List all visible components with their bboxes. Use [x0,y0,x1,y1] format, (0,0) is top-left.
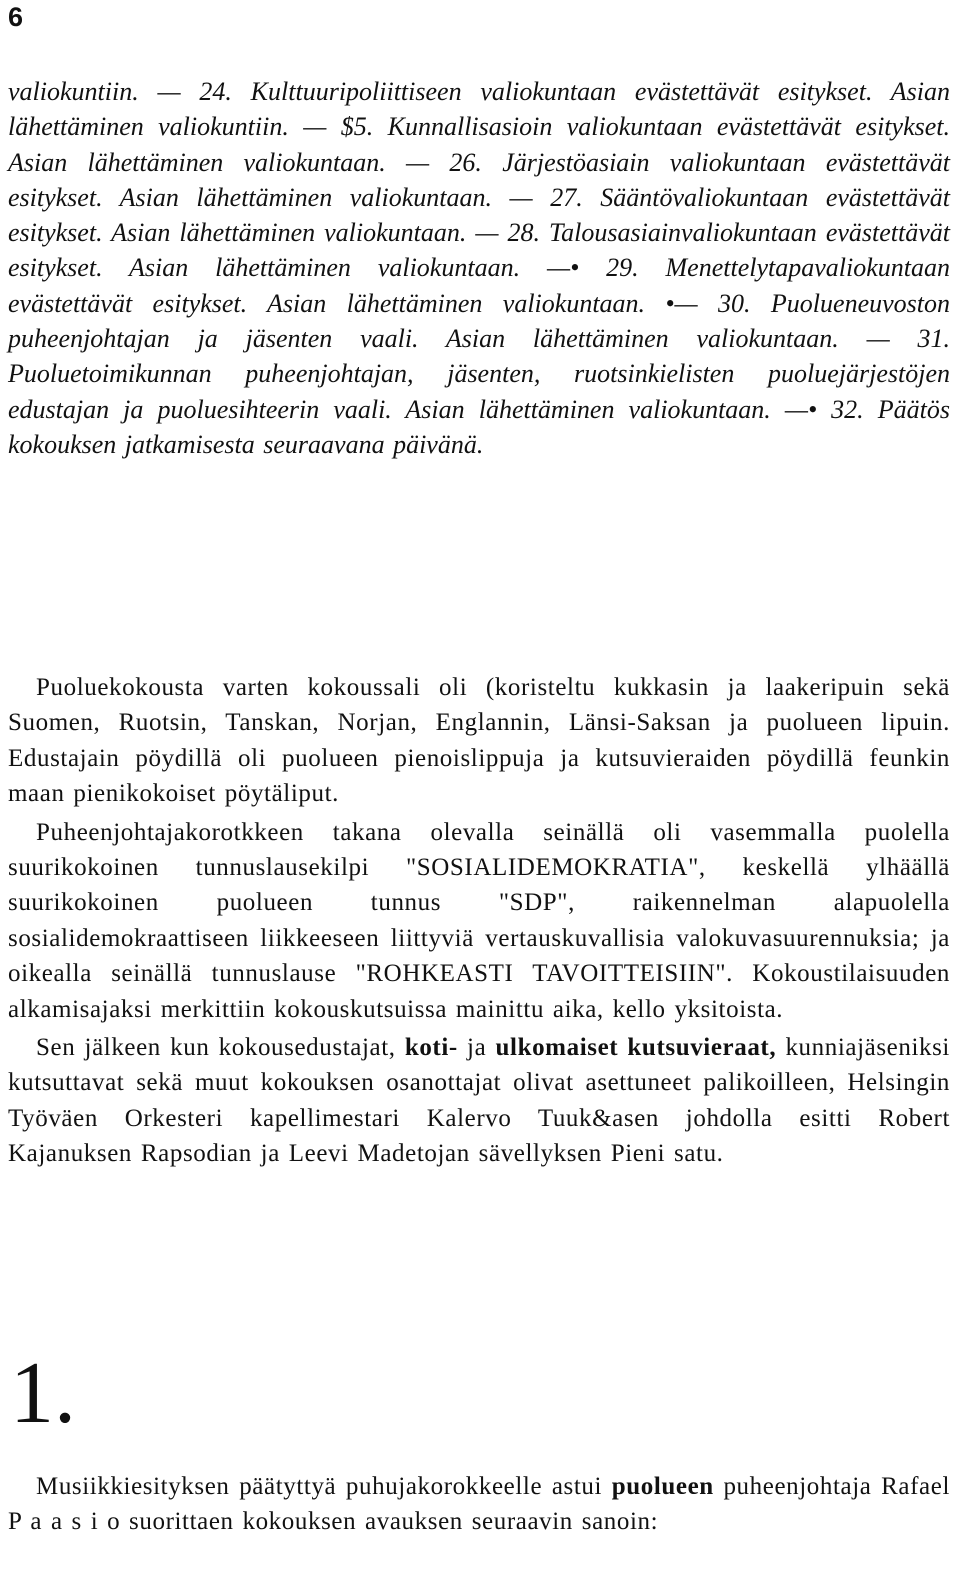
paragraph-music-start: Sen jälkeen kun kokousedustajat, [36,1034,405,1062]
paragraph-music-end: kunniajäseniksi kutsuttavat sekä muut kokouksen osanottajat olivat asettuneet palikoilleen, Helsingin Työväen Orkesteri kapellimestari Kalervo Tuuk&asen johdolla esitti Robert Kajanuksen Rapsodian ja Leevi Madetojan sävellyksen Pieni satu. [8,1034,950,1168]
section-number: 1. [10,1345,76,1442]
closing-block [8,1469,950,1543]
agenda-text: valiokuntiin. — 24. Kulttuuripoliittiseen valiokuntaan evästettävät esitykset. Asian lähettäminen valiokuntiin. — $5. Kunnallisasioin valiokuntaan evästettävät esitykset. Asian lähettäminen valiokuntaan. — 26. Järjestöasiain valiokuntaan evästettävät esitykset. Asian lähettäminen valiokuntaan. — 27. Sääntövaliokuntaan evästettävät esitykset. Asian lähettäminen valiokuntaan. — 28. Talousasiainvaliokuntaan evästettävät esitykset. Asian lähettäminen valiokuntaan. —• 29. Menettelytapavaliokuntaan evästettävät esitykset. Asian lähettäminen valiokuntaan. •— 30. Puolueneuvoston puheenjohtajan ja jäsenten vaali. Asian lähettäminen valiokuntaan. — 31. Puoluetoimikunnan puheenjohtajan, jäsenten, ruotsinkielisten puoluejärjestöjen edustajan ja puoluesihteerin vaali. Asian lähettäminen valiokuntaan. —• 32. Päätös kokouksen jatkamisesta seuraavana päivänä. [8,77,950,459]
paragraph-opening-bold: puolueen [611,1473,714,1500]
paragraph-opening [8,1469,950,1540]
paragraph-music-bold-1: koti- [404,1034,458,1062]
paragraph-opening-start: Musiikkiesityksen päätyttyä puhujakorokkeelle astui [36,1473,612,1500]
paragraph-block [8,670,950,1175]
paragraph-music-bold-2: ulkomaiset kutsuvieraat, [495,1034,777,1062]
paragraph-music-mid: ja [457,1034,496,1062]
page-number: 6 [8,2,24,32]
paragraph-music [8,1030,950,1172]
paragraph-stage: Puheenjohtajakorotkkeen takana olevalla seinällä oli vasemmalla puolella suurikokoinen tunnuslausekilpi "SOSIALIDEMOKRATIA", keskellä ylhäällä suurikokoinen puolueen tunnus "SDP", raikennelman alapuolella sosialidemokraattiseen liikkeeseen liittyviä vertauskuvallisia valokuvasuurennuksia; ja oikealla seinällä tunnuslause "ROHKEASTI TAVOITTEISIIN". Kokoustilaisuuden alkamisajaksi merkittiin kokouskutsuissa mainittu aika, kello yksitoista. [8,818,950,1023]
paragraph-decoration: Puoluekokousta varten kokoussali oli (koristeltu kukkasin ja laakeripuin sekä Suomen, Ruotsin, Tanskan, Norjan, Englannin, Länsi-Saksan ja puolueen lipuin. Edustajain pöydillä oli puolueen pienoislippuja ja kutsuvieraiden pöydillä feunkin maan pienikokoiset pöytäliput. [8,674,950,808]
paragraph-opening-end: puheenjohtaja Rafael P a a s i o suorittaen kokouksen avauksen seuraavin sanoin: [8,1473,950,1536]
